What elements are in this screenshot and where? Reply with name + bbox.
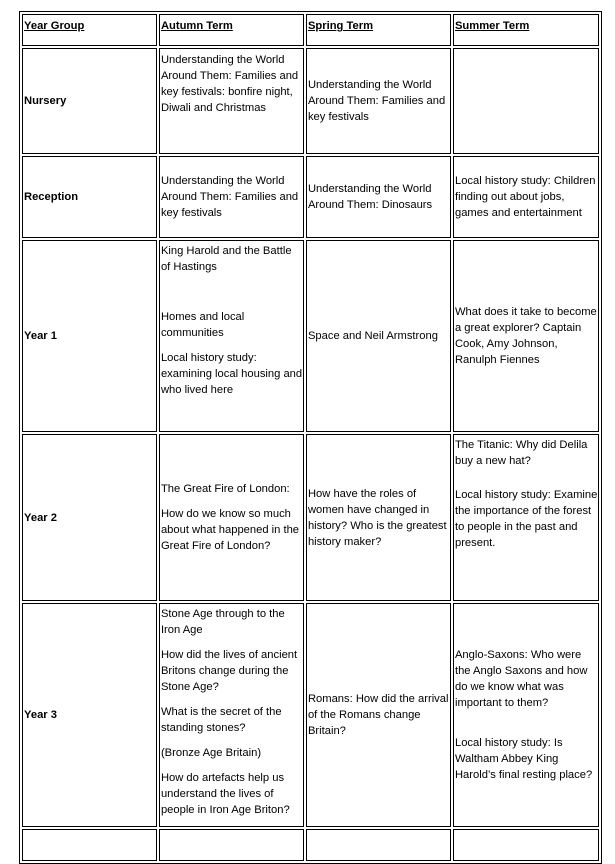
autumn-cell [159, 156, 304, 238]
autumn-cell [159, 240, 304, 432]
autumn-cell [159, 434, 304, 601]
cell-text: How do we know so much about what happened in the Great Fire of London? [160, 508, 300, 552]
cell-text: Understanding the World Around Them: Families and key festivals: bonfire night, Diwali and Christmas [160, 54, 299, 114]
autumn-cell [159, 48, 304, 154]
header-summer-term: Summer Term [453, 14, 599, 46]
curriculum-document [19, 11, 602, 864]
cell-text: Understanding the World Around Them: Families and key festivals [307, 79, 446, 123]
cell-text: Romans: How did the arrival of the Romans change Britain? [307, 693, 449, 737]
spring-cell [306, 603, 451, 827]
header-year-group: Year Group [22, 14, 157, 46]
table-row-cut-off [22, 829, 599, 861]
cell-text: How have the roles of women have changed in history? Who is the greatest history maker? [307, 487, 447, 548]
year-group-cell: Nursery [22, 48, 157, 154]
spring-cell [306, 829, 451, 861]
year-group-cell: Year 3 [22, 603, 157, 827]
cell-text: Local history study: examining local housing and who lived here [160, 352, 303, 396]
cell-text: The Great Fire of London: [160, 483, 290, 495]
autumn-cell [159, 603, 304, 827]
cell-text: Local history study: Children finding out about jobs, games and entertainment [454, 175, 596, 219]
cell-text: Understanding the World Around Them: Dinosaurs [307, 183, 433, 211]
summer-cell [453, 434, 599, 601]
table-row-reception [22, 156, 599, 238]
autumn-cell [159, 829, 304, 861]
year-group-cell: Reception [22, 156, 157, 238]
summer-cell [453, 48, 599, 154]
summer-cell [453, 829, 599, 861]
cell-text: Local history study: Is Waltham Abbey King Harold’s final resting place? [454, 737, 593, 781]
cell-text: Space and Neil Armstrong [307, 330, 438, 342]
cell-text: Local history study: Examine the importance of the forest to people in the past and present. [454, 489, 598, 549]
summer-cell [453, 603, 599, 827]
table-header-row [22, 14, 599, 46]
cell-text: Anglo-Saxons: Who were the Anglo Saxons and how do we know what was important to them? [454, 649, 588, 709]
table-row-year-1 [22, 240, 599, 432]
header-autumn-term: Autumn Term [159, 14, 304, 46]
cell-text: King Harold and the Battle of Hastings [160, 245, 292, 273]
cell-text: Understanding the World Around Them: Families and key festivals [160, 175, 299, 219]
spring-cell [306, 240, 451, 432]
cell-text: (Bronze Age Britain) [160, 747, 262, 759]
year-group-cell [22, 829, 157, 861]
header-spring-term: Spring Term [306, 14, 451, 46]
table-row-nursery [22, 48, 599, 154]
year-group-cell: Year 2 [22, 434, 157, 601]
cell-text: Homes and local communities [160, 311, 245, 339]
spring-cell [306, 156, 451, 238]
cell-text: The Titanic: Why did Delila buy a new hat? [454, 439, 588, 467]
cell-text: How do artefacts help us understand the lives of people in Iron Age Briton? [160, 772, 290, 816]
table-row-year-2 [22, 434, 599, 601]
spring-cell [306, 434, 451, 601]
spring-cell [306, 48, 451, 154]
table-row-year-3 [22, 603, 599, 827]
summer-cell [453, 240, 599, 432]
cell-text: Stone Age through to the Iron Age [160, 608, 285, 636]
cell-text: What is the secret of the standing stones? [160, 706, 282, 734]
summer-cell [453, 156, 599, 238]
history-curriculum-table [19, 11, 602, 864]
cell-text: What does it take to become a great explorer? Captain Cook, Amy Johnson, Ranulph Fiennes [454, 306, 597, 366]
year-group-cell: Year 1 [22, 240, 157, 432]
cell-text: How did the lives of ancient Britons change during the Stone Age? [160, 649, 298, 693]
